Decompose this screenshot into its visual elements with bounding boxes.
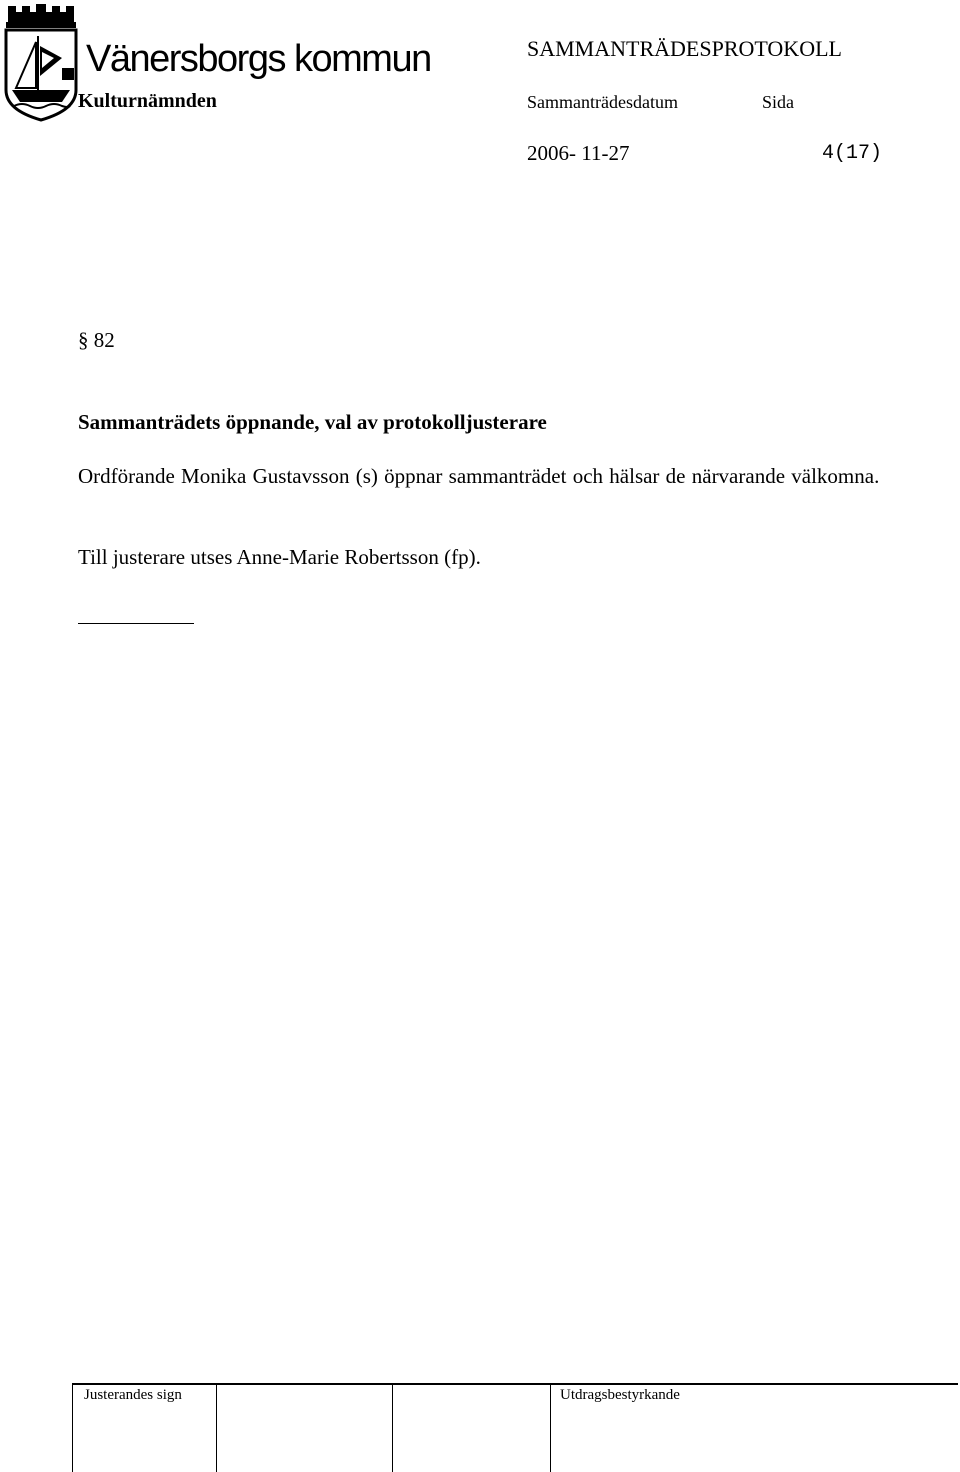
signature-column-divider (550, 1383, 551, 1472)
adjuster-signature-label: Justerandes sign (84, 1387, 182, 1403)
municipality-name: Vänersborgs kommun (86, 38, 431, 80)
page-label: Sida (762, 92, 795, 112)
signature-table-top-border (72, 1383, 958, 1385)
meeting-date-label: Sammanträdesdatum (527, 92, 678, 112)
committee-name: Kulturnämnden (78, 90, 217, 112)
document-type: SAMMANTRÄDESPROTOKOLL (527, 36, 842, 61)
page-number-value: 4(17) (822, 142, 883, 165)
body-paragraph-adjuster: Till justerare utses Anne-Marie Robertsson (fp). (78, 545, 481, 569)
signature-column-divider (72, 1383, 73, 1472)
coat-of-arms-logo (2, 2, 80, 124)
extract-certification-label: Utdragsbestyrkande (560, 1387, 680, 1403)
signature-table (72, 1383, 958, 1472)
paragraph-number: § 82 (78, 328, 115, 352)
ship-crest-icon (2, 2, 80, 124)
section-heading: Sammanträdets öppnande, val av protokolljusterare (78, 410, 547, 434)
signature-column-divider (392, 1383, 393, 1472)
meeting-date-value: 2006- 11-27 (527, 141, 630, 165)
section-divider (78, 623, 194, 624)
body-paragraph-opening: Ordförande Monika Gustavsson (s) öppnar sammanträdet och hälsar de närvarande välkomna. (78, 464, 880, 488)
signature-column-divider (216, 1383, 217, 1472)
